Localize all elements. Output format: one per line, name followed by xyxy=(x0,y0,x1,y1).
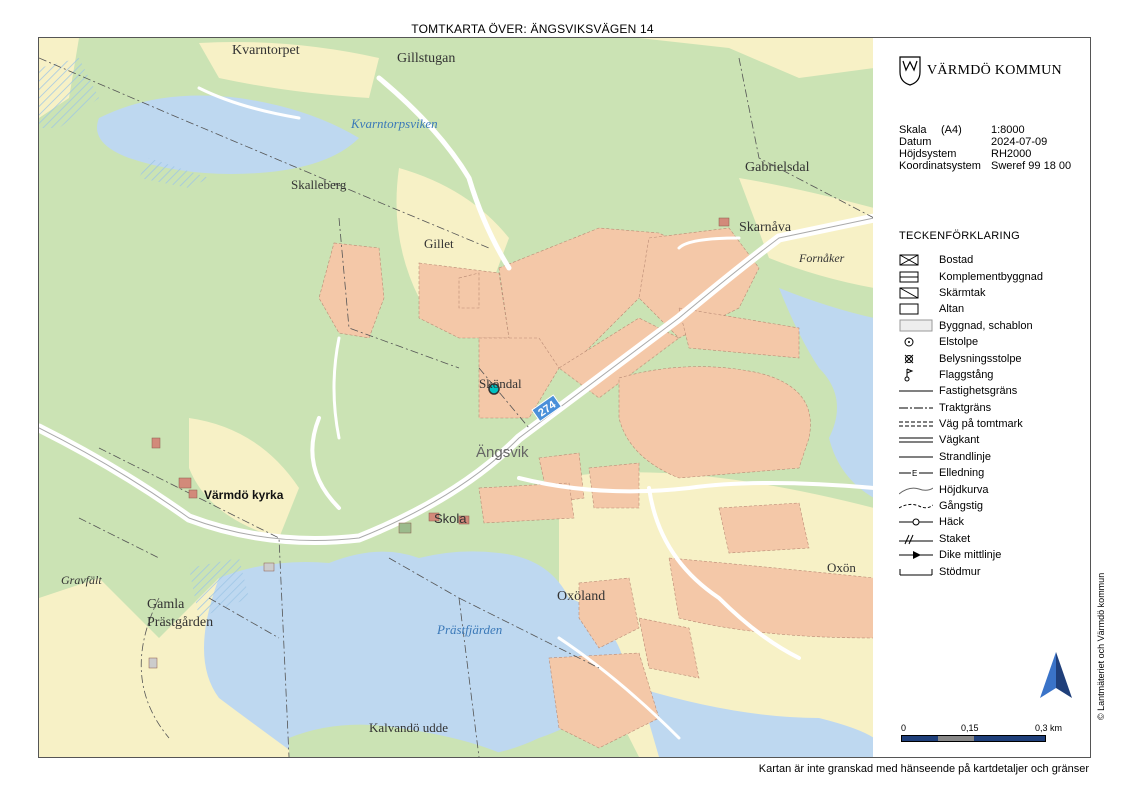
svg-text:E: E xyxy=(912,469,918,479)
legend-item-skarmtak: Skärmtak xyxy=(899,285,1043,301)
belysning-icon xyxy=(899,353,919,365)
meta-coord-system: Koordinatsystem Sweref 99 18 00 xyxy=(899,160,1072,172)
copyright-notice: © Lantmäteriet och Värmdö kommun xyxy=(1096,572,1106,720)
hojdkurva-icon xyxy=(899,484,933,496)
legend-item-hojdkurva: Höjdkurva xyxy=(899,481,1043,497)
map-label-oxoland: Oxöland xyxy=(557,589,606,604)
dike-icon xyxy=(899,549,933,561)
legend-panel xyxy=(873,37,1091,758)
map-label-skarnava: Skarnåva xyxy=(739,220,792,235)
legend-title: TECKENFÖRKLARING xyxy=(899,230,1020,242)
legend-item-strandlinje: Strandlinje xyxy=(899,449,1043,465)
komplement-icon xyxy=(899,271,919,283)
map-label-gillet: Gillet xyxy=(424,236,454,251)
vagkant-icon xyxy=(899,434,933,446)
map-label-skalleberg: Skalleberg xyxy=(291,177,347,192)
map-view[interactable] xyxy=(38,37,875,758)
bostad-icon xyxy=(899,254,919,266)
map-label-kalvando-udde: Kalvandö udde xyxy=(369,720,449,735)
hack-icon xyxy=(899,516,933,528)
meta-scale: Skala (A4) 1:8000 xyxy=(899,124,1025,136)
legend-item-gangstig: Gångstig xyxy=(899,498,1043,514)
fastighet-icon xyxy=(899,385,933,397)
stodmur-icon xyxy=(899,566,933,578)
map-title: TOMTKARTA ÖVER: ÄNGSVIKSVÄGEN 14 xyxy=(411,22,654,36)
altan-icon xyxy=(899,303,919,315)
legend-item-belysningsstolpe: Belysningsstolpe xyxy=(899,350,1043,366)
legend-item-staket: Staket xyxy=(899,531,1043,547)
map-label-skondal: Sköndal xyxy=(479,376,522,391)
legend-item-traktgrans: Traktgräns xyxy=(899,400,1043,416)
legend-item-komplementbyggnad: Komplementbyggnad xyxy=(899,268,1043,284)
map-label-gillstugan: Gillstugan xyxy=(397,51,456,66)
legend-item-dike: Dike mittlinje xyxy=(899,547,1043,563)
elstolpe-icon xyxy=(899,336,919,348)
map-label-gabrielsdal: Gabrielsdal xyxy=(745,160,810,175)
north-arrow-icon xyxy=(1038,650,1074,707)
municipality-name: VÄRMDÖ KOMMUN xyxy=(927,63,1062,78)
legend-item-elledning: E Elledning xyxy=(899,465,1043,481)
legend-item-fastighetsgrans: Fastighetsgräns xyxy=(899,383,1043,399)
svg-text:274: 274 xyxy=(536,398,559,420)
map-label-varmdo-kyrka: Värmdö kyrka xyxy=(204,488,284,502)
map-label-kvarntorpsviken: Kvarntorpsviken xyxy=(351,116,438,131)
map-label-prastgarden: Prästgården xyxy=(147,615,214,630)
flagg-icon xyxy=(899,368,919,382)
skarmtak-icon xyxy=(899,287,919,299)
map-label-angsvik: Ängsvik xyxy=(476,444,529,461)
scale-bar: 0 0,15 0,3 km xyxy=(901,723,1071,742)
map-label-oxon: Oxön xyxy=(827,560,856,575)
schablon-icon xyxy=(899,319,933,332)
legend-item-vag-pa-tomtmark: Väg på tomtmark xyxy=(899,416,1043,432)
staket-icon xyxy=(899,533,933,545)
map-label-gamla: Gamla xyxy=(147,597,185,612)
meta-height-system: Höjdsystem RH2000 xyxy=(899,148,1032,160)
gangstig-icon xyxy=(899,500,933,512)
legend-item-vagkant: Vägkant xyxy=(899,432,1043,448)
disclaimer-text: Kartan är inte granskad med hänseende på kartdetaljer och gränser xyxy=(758,763,1089,775)
map-metadata xyxy=(899,124,1071,172)
legend-item-hack: Häck xyxy=(899,514,1043,530)
strand-icon xyxy=(899,451,933,463)
coat-of-arms-icon xyxy=(899,56,921,86)
map-canvas[interactable] xyxy=(39,38,874,757)
elledning-icon xyxy=(899,467,933,479)
map-label-kvarntorpet: Kvarntorpet xyxy=(232,43,300,58)
legend-item-flaggstang: Flaggstång xyxy=(899,367,1043,383)
legend-list xyxy=(899,252,1043,580)
map-label-prastfjarden: Prästfjärden xyxy=(437,622,503,637)
legend-item-elstolpe: Elstolpe xyxy=(899,334,1043,350)
legend-item-bostad: Bostad xyxy=(899,252,1043,268)
legend-item-altan: Altan xyxy=(899,301,1043,317)
vag-tomt-icon xyxy=(899,418,933,430)
legend-item-stodmur: Stödmur xyxy=(899,563,1043,579)
legend-item-schablon: Byggnad, schablon xyxy=(899,318,1043,334)
trakt-icon xyxy=(899,402,933,414)
meta-date: Datum 2024-07-09 xyxy=(899,136,1048,148)
map-label-fornaker: Fornåker xyxy=(799,251,845,265)
map-label-skola: Skola xyxy=(434,511,467,526)
map-label-gravfalt: Gravfält xyxy=(61,573,102,587)
municipality-logo xyxy=(899,56,1062,86)
